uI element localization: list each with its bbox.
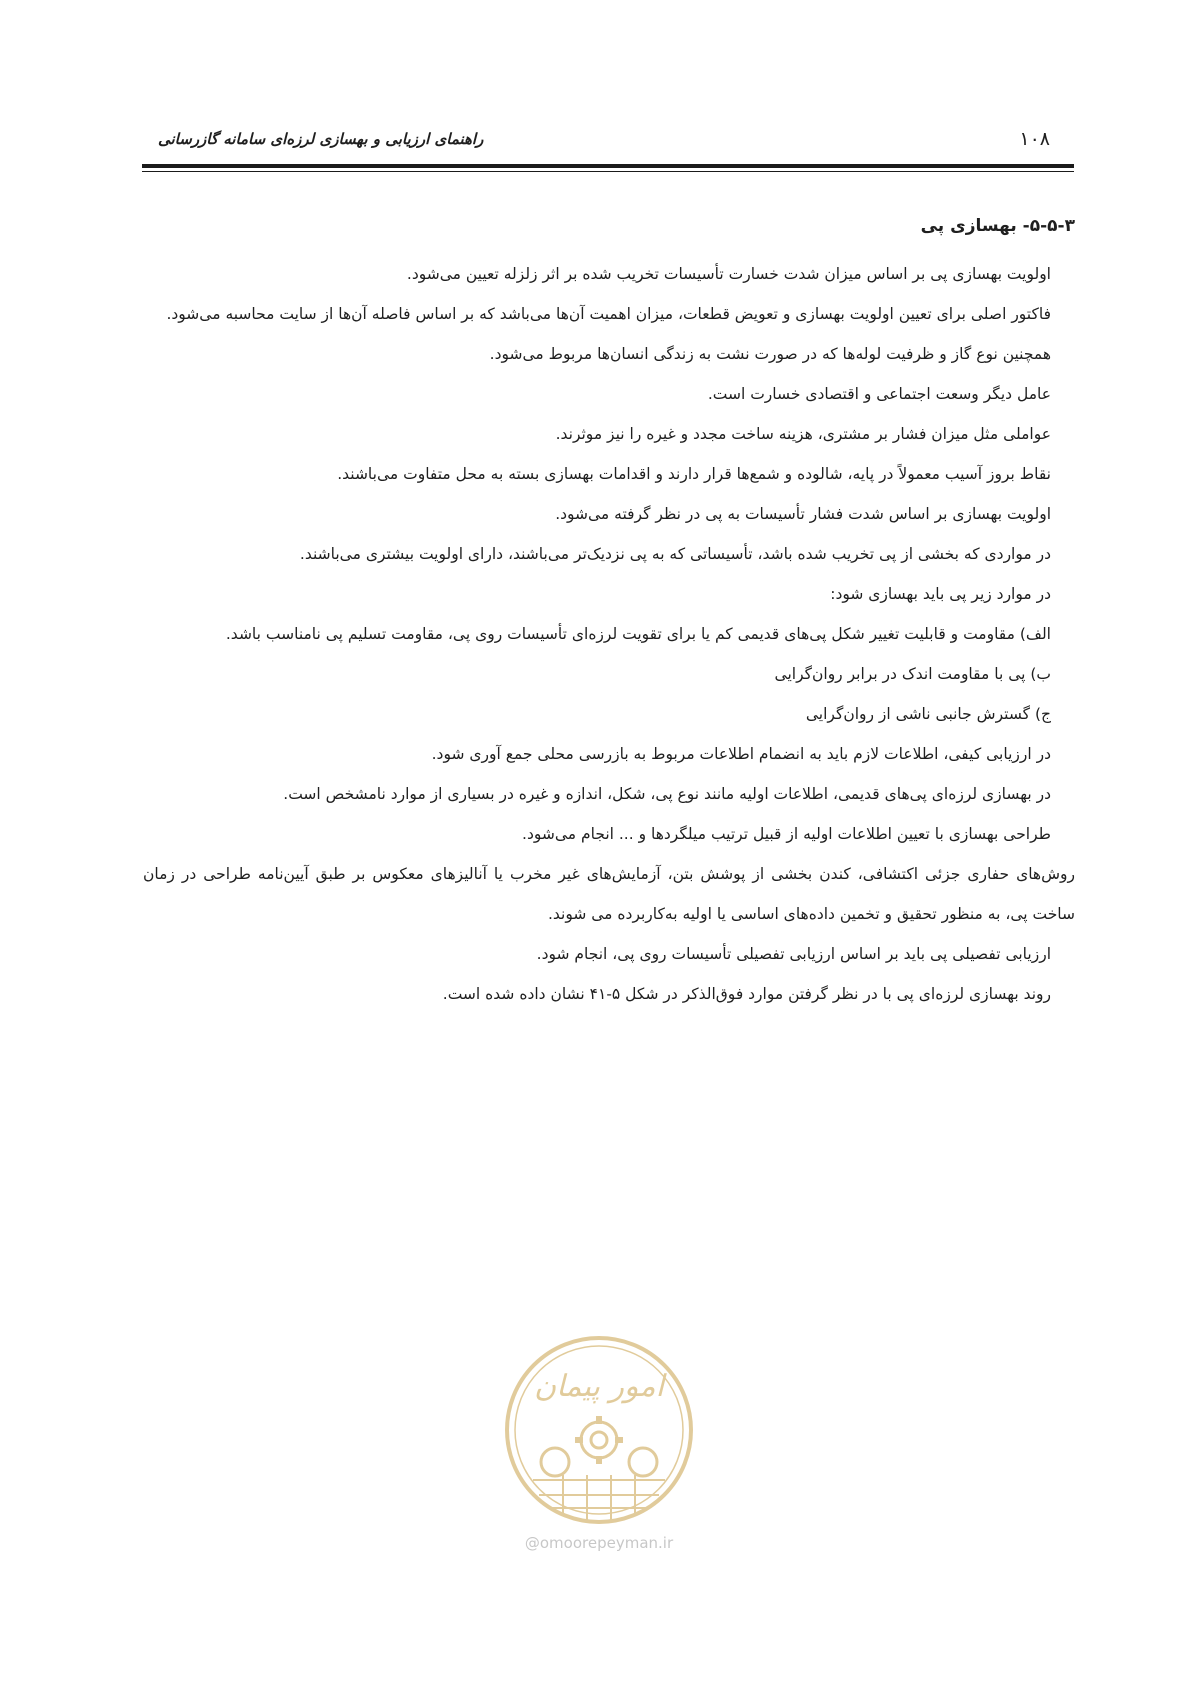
- condition-list: [143, 614, 1075, 774]
- watermark-logo-text: امور پیمان: [534, 1369, 664, 1404]
- paragraph: عواملی مثل میزان فشار بر مشتری، هزینه ساخت مجدد و غیره را نیز موثرند.: [555, 425, 1051, 443]
- paragraph: روند بهسازی لرزه‌ای پی با در نظر گرفتن موارد فوق‌الذکر در شکل ۵-۴۱ نشان داده شده است.: [442, 985, 1051, 1003]
- section-heading: ۵-۵-۳- بهسازی پی: [920, 216, 1075, 236]
- paragraph: همچنین نوع گاز و ظرفیت لوله‌ها که در صورت نشت به زندگی انسان‌ها مربوط می‌شود.: [489, 345, 1051, 363]
- page-number: ۱۰۸: [1019, 128, 1050, 150]
- list-item: الف) مقاومت و قابلیت تغییر شکل پی‌های قدیمی کم یا برای تقویت لرزه‌ای تأسیسات روی پی، مقاومت تسلیم پی نامناسب باشد.: [225, 625, 1051, 643]
- header-rule-thick: [142, 164, 1074, 168]
- running-title: راهنمای ارزیابی و بهسازی لرزه‌ای سامانه گازرسانی: [158, 130, 484, 148]
- page-header: [142, 120, 1074, 172]
- list-item: ج) گسترش جانبی ناشی از روان‌گرایی: [805, 705, 1051, 723]
- header-rule-thin: [142, 171, 1074, 172]
- paragraph: در مواردی که بخشی از پی تخریب شده باشد، تأسیساتی که به پی نزدیک‌تر می‌باشند، دارای اولویت بیشتری می‌باشند.: [299, 545, 1051, 563]
- watermark: [493, 1330, 705, 1558]
- paragraph: روش‌های حفاری جزئی اکتشافی، کندن بخشی از پوشش بتن، آزمایش‌های غیر مخرب یا آنالیزهای معکوس بر طبق آیین‌نامه طراحی در زمان ساخت پی، به منظور تحقیق و تخمین داده‌های اساسی یا اولیه به‌کاربرده می شوند.: [143, 865, 1075, 923]
- paragraph: فاکتور اصلی برای تعیین اولویت بهسازی و تعویض قطعات، میزان اهمیت آن‌ها می‌باشد که بر اساس فاصله آن‌ها از سایت محاسبه می‌شود.: [166, 305, 1051, 323]
- watermark-logo-icon: [493, 1330, 705, 1530]
- paragraph: در ارزیابی کیفی، اطلاعات لازم باید به انضمام اطلاعات مربوط به بازرسی محلی جمع آوری شود.: [431, 745, 1051, 763]
- paragraph: در بهسازی لرزه‌ای پی‌های قدیمی، اطلاعات اولیه مانند نوع پی، شکل، اندازه و غیره در بسیاری از موارد نامشخص است.: [283, 785, 1051, 803]
- section-body: [143, 212, 1075, 1014]
- paragraph: طراحی بهسازی با تعیین اطلاعات اولیه از قبیل ترتیب میلگردها و ... انجام می‌شود.: [522, 825, 1051, 843]
- paragraph: نقاط بروز آسیب معمولاً در پایه، شالوده و شمع‌ها قرار دارند و اقدامات بهسازی بسته به محل متفاوت می‌باشند.: [337, 465, 1051, 483]
- paragraph: عامل دیگر وسعت اجتماعی و اقتصادی خسارت است.: [707, 385, 1051, 403]
- watermark-caption: @omoorepeyman.ir: [524, 1534, 674, 1552]
- paragraph: ارزیابی تفصیلی پی باید بر اساس ارزیابی تفصیلی تأسیسات روی پی، انجام شود.: [536, 945, 1051, 963]
- list-item: ب) پی با مقاومت اندک در برابر روان‌گرایی: [774, 665, 1051, 683]
- paragraph: اولویت بهسازی بر اساس شدت فشار تأسیسات به پی در نظر گرفته می‌شود.: [555, 505, 1051, 523]
- paragraph: در موارد زیر پی باید بهسازی شود:: [830, 585, 1051, 603]
- paragraph: اولویت بهسازی پی بر اساس میزان شدت خسارت تأسیسات تخریب شده بر اثر زلزله تعیین می‌شود.: [406, 265, 1051, 283]
